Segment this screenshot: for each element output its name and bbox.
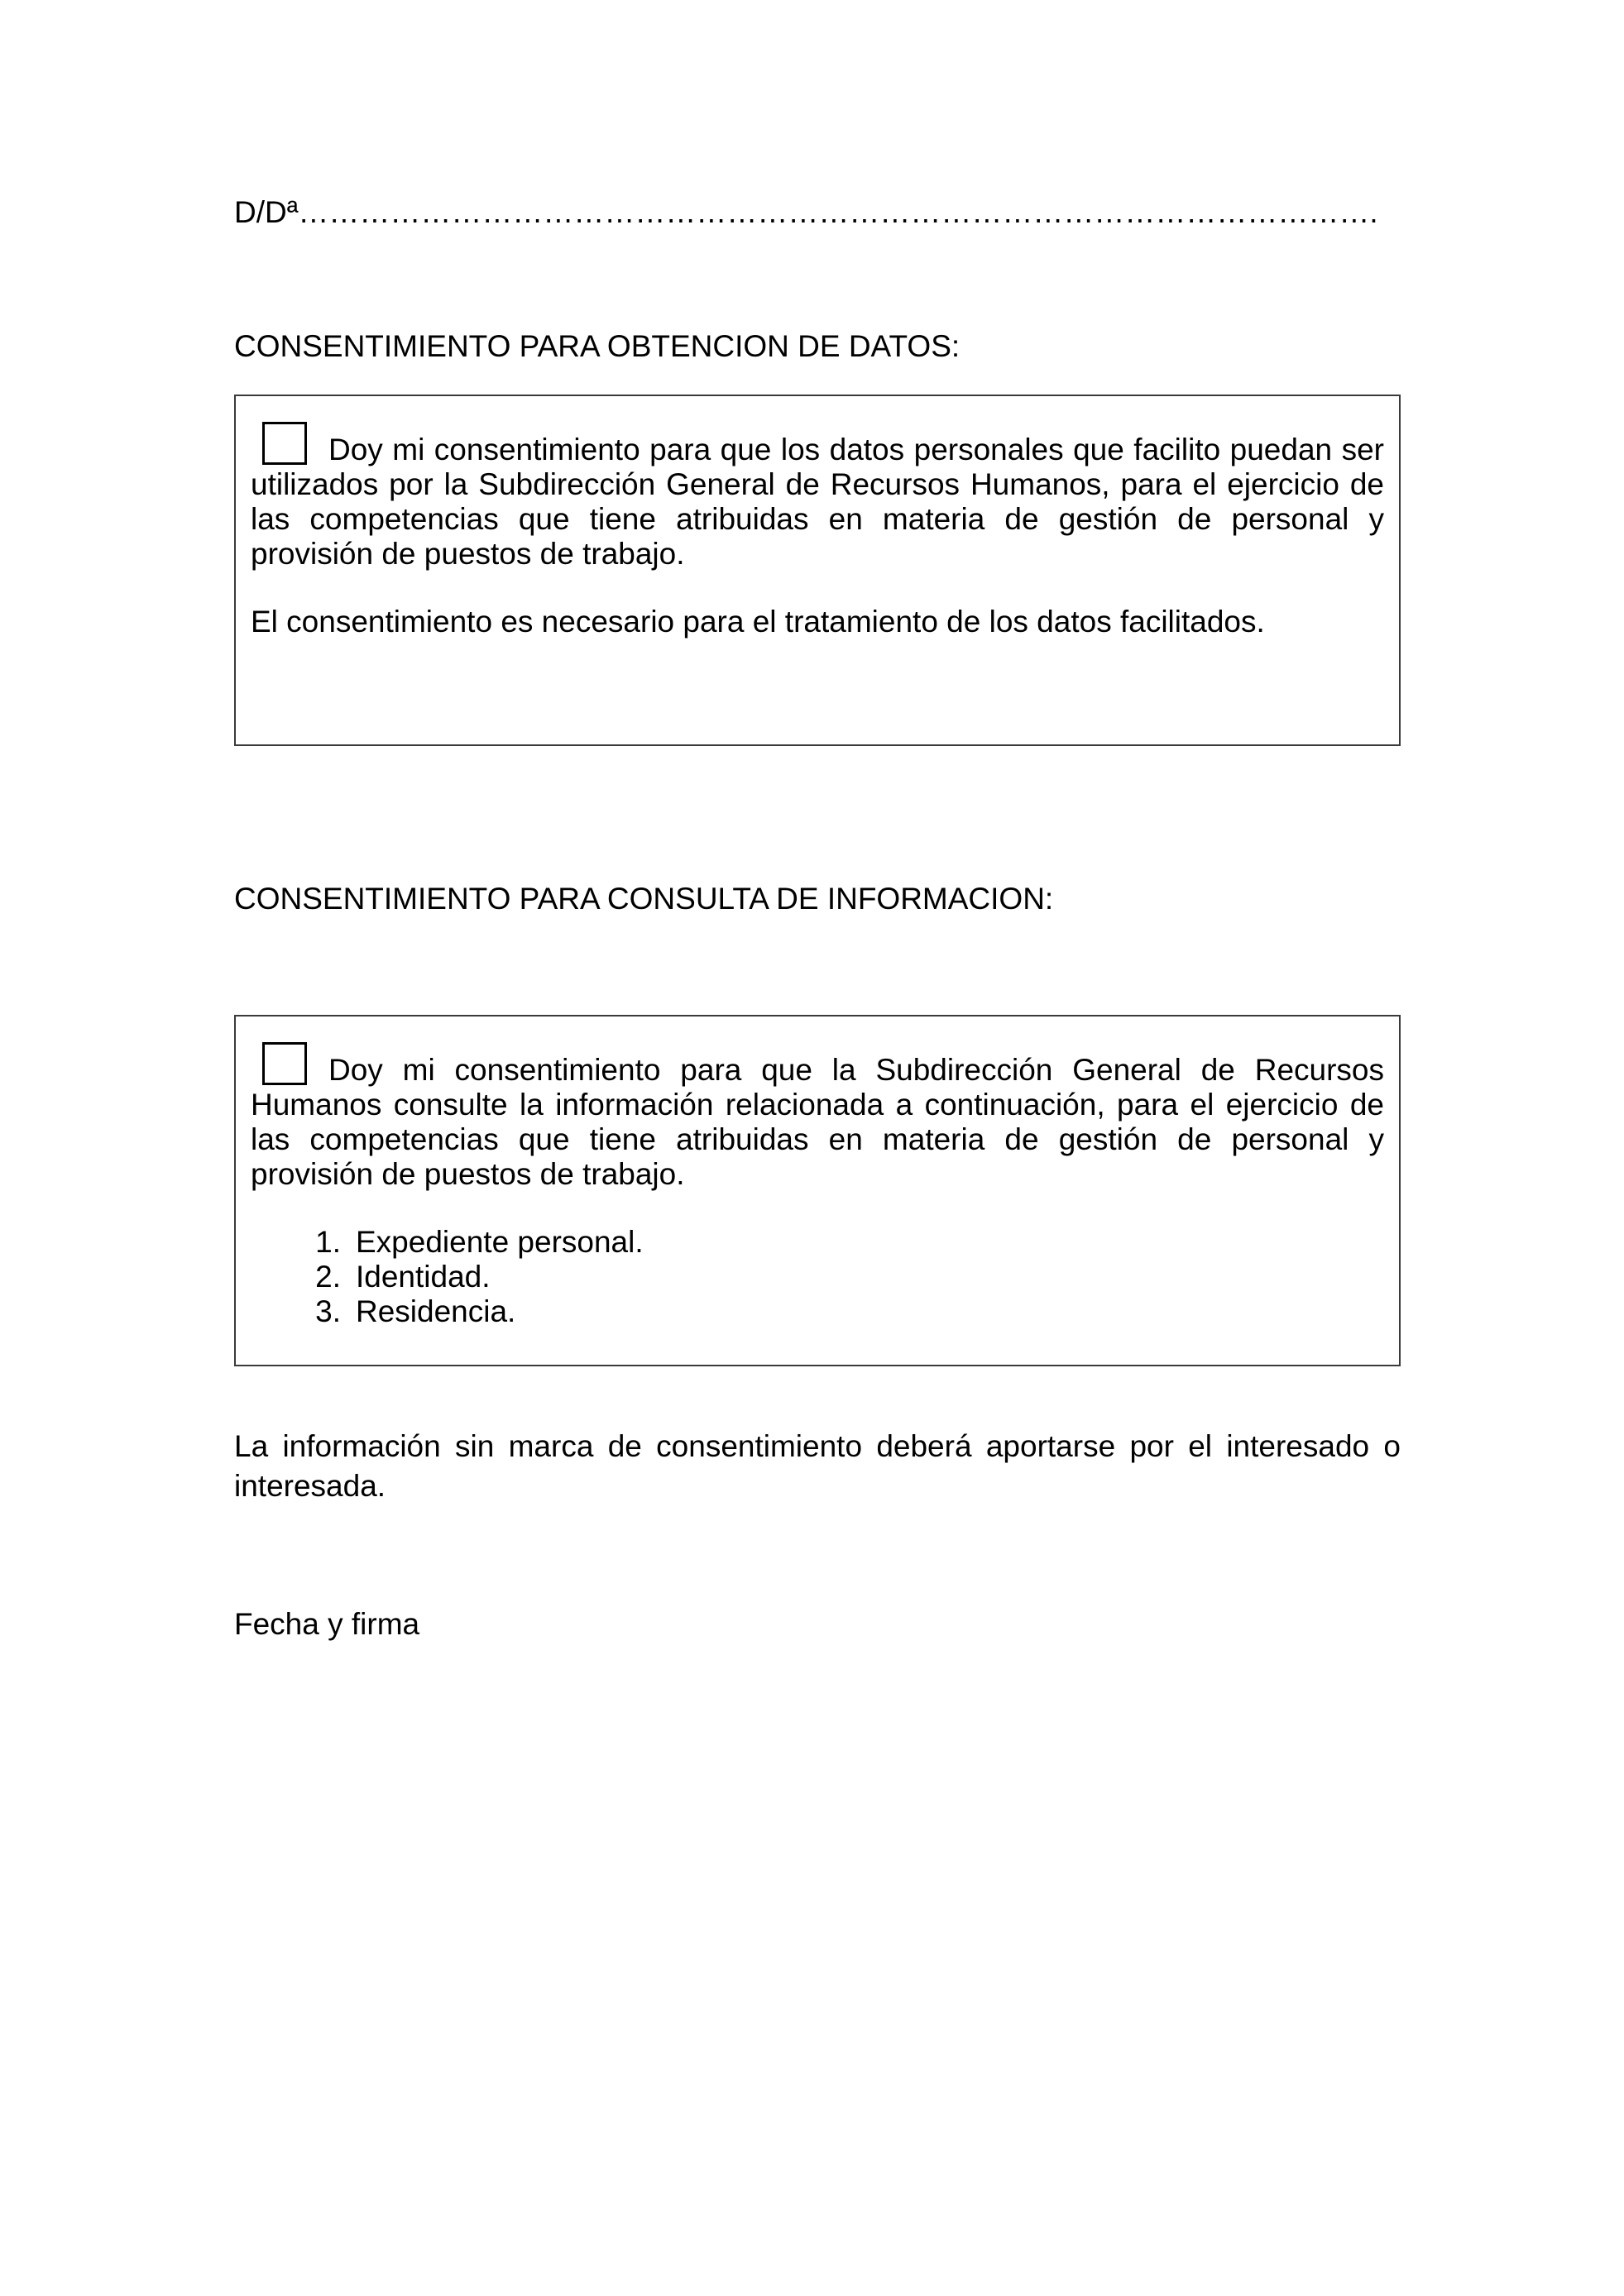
list-item-number: 1.	[315, 1225, 341, 1259]
list-item-number: 2.	[315, 1260, 341, 1294]
consent-box-datos	[234, 395, 1401, 746]
list-item	[251, 1260, 1384, 1294]
list-item-label: Residencia.	[356, 1294, 516, 1328]
list-item	[251, 1225, 1384, 1260]
consent-text-consulta: Doy mi consentimiento para que la Subdirección General de Recursos Humanos consulte la información relacionada a continuación, para el ejercicio de las competencias que tiene atribuidas en materia de gestión de personal y provisión de puestos de trabajo.	[251, 1053, 1384, 1191]
consent-box-consulta	[234, 1015, 1401, 1366]
consent-paragraph-datos	[251, 433, 1384, 572]
signature-label: Fecha y firma	[234, 1607, 420, 1641]
list-item	[251, 1294, 1384, 1329]
information-list	[251, 1225, 1384, 1329]
consent-note-datos: El consentimiento es necesario para el tratamiento de los datos facilitados.	[251, 605, 1265, 639]
section-title-consulta: CONSENTIMIENTO PARA CONSULTA DE INFORMACION:	[234, 882, 1054, 916]
consent-paragraph-consulta	[251, 1053, 1384, 1192]
consent-checkbox-datos[interactable]	[262, 422, 307, 465]
list-item-label: Identidad.	[356, 1260, 491, 1294]
consent-checkbox-consulta[interactable]	[262, 1042, 307, 1085]
list-item-label: Expediente personal.	[356, 1225, 644, 1259]
section-title-datos: CONSENTIMIENTO PARA OBTENCION DE DATOS:	[234, 329, 961, 363]
consent-text-datos: Doy mi consentimiento para que los datos personales que facilito puedan ser utilizados por la Subdirección General de Recursos Humanos, para el ejercicio de las competencias que tiene atribuidas en materia de gestión de personal y provisión de puestos de trabajo.	[251, 433, 1384, 571]
list-item-number: 3.	[315, 1294, 341, 1328]
document-page	[234, 0, 1401, 2296]
name-line: D/Dª…………………………………………………………………………………………….	[234, 195, 1378, 229]
missing-consent-note: La información sin marca de consentimiento deberá aportarse por el interesado o interesada.	[234, 1429, 1401, 1503]
